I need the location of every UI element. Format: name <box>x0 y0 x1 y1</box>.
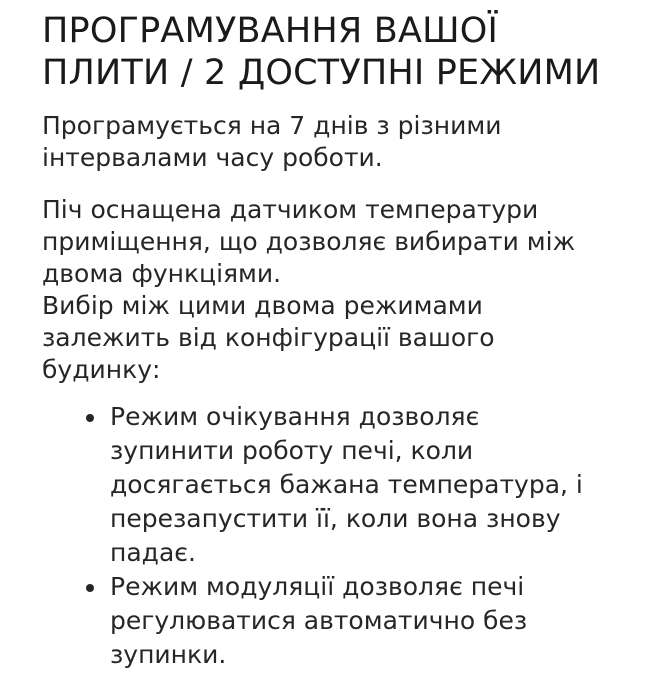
text-line: приміщення, що дозволяє вибирати між <box>42 227 576 256</box>
text-line: зупинити роботу печі, коли <box>110 436 474 465</box>
bullet-icon <box>86 584 94 592</box>
title-line: ПРОГРАМУВАННЯ ВАШОЇ <box>42 11 498 51</box>
text-line: Режим очікування дозволяє <box>110 402 480 431</box>
text-line: падає. <box>110 538 196 567</box>
sensor-paragraph <box>42 194 632 290</box>
text-line: Піч оснащена датчиком температури <box>42 195 539 224</box>
text-line: зупинки. <box>110 640 227 669</box>
text-line: досягається бажана температура, і <box>110 470 583 499</box>
intro-paragraph <box>42 110 632 174</box>
list-item-standby-mode <box>86 400 632 570</box>
text-line: двома функціями. <box>42 259 282 288</box>
choice-paragraph <box>42 290 632 386</box>
mode-list <box>42 400 632 672</box>
list-item-modulation-mode <box>86 570 632 672</box>
title-line: ПЛИТИ / 2 ДОСТУПНІ РЕЖИМИ <box>42 53 601 93</box>
bullet-icon <box>86 414 94 422</box>
text-line: залежить від конфігурації вашого <box>42 323 495 352</box>
text-line: інтервалами часу роботи. <box>42 143 383 172</box>
page-title <box>42 10 632 94</box>
text-line: Вибір між цими двома режимами <box>42 291 483 320</box>
text-line: регулюватися автоматично без <box>110 606 528 635</box>
text-line: будинку: <box>42 355 161 384</box>
text-line: Програмується на 7 днів з різними <box>42 111 502 140</box>
text-line: Режим модуляції дозволяє печі <box>110 572 525 601</box>
text-line: перезапустити її, коли вона знову <box>110 504 561 533</box>
